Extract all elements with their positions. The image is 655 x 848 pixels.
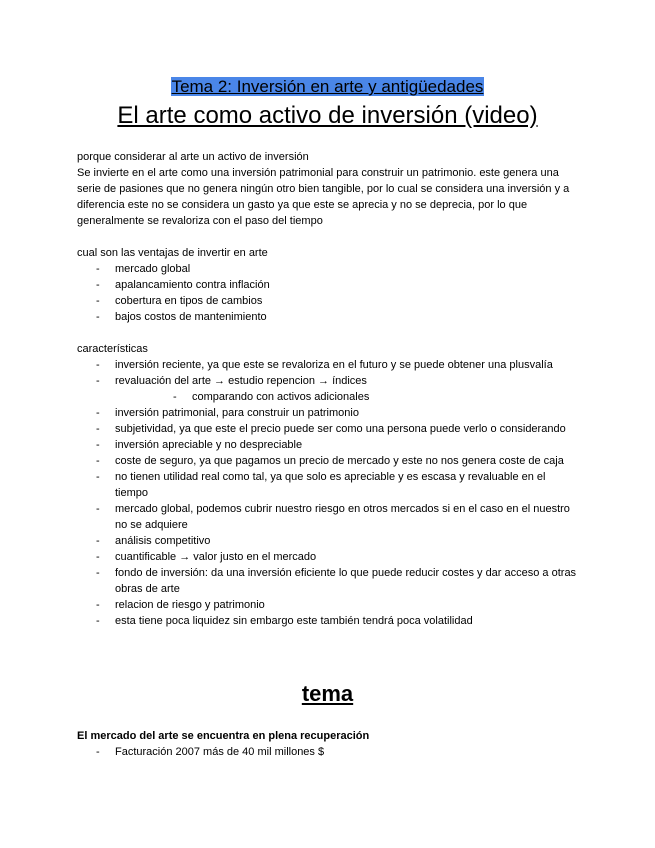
bullet-dash: - [96,359,100,371]
advantages-heading: cual son las ventajas de invertir en arte [77,247,268,259]
topic-heading-text: Tema 2: Inversión en arte y antigüedades [171,77,484,96]
list-item: - inversión apreciable y no despreciable [96,439,303,451]
list-item: - cuantificable → valor justo en el mercado [96,551,317,563]
intro-question: porque considerar al arte un activo de inversión [77,151,309,163]
bullet-dash: - [96,263,100,275]
bullet-dash: - [96,279,100,291]
list-item: - apalancamiento contra inflación [96,279,270,291]
list-item: - coste de seguro, ya que pagamos un precio de mercado y este no nos genera coste de caja [96,455,564,467]
features-heading: características [77,343,148,355]
list-item: - relacion de riesgo y patrimonio [96,599,265,611]
topic-heading [0,76,655,98]
bullet-dash: - [96,295,100,307]
bullet-dash: - [96,567,100,579]
bullet-dash: - [96,746,100,758]
bullet-dash: - [96,407,100,419]
list-item: - cobertura en tipos de cambios [96,295,263,307]
bullet-dash: - [96,455,100,467]
bullet-dash: - [96,311,100,323]
features-sublist [115,389,580,405]
list-item: - inversión patrimonial, para construir un patrimonio [96,407,359,419]
section-content [77,728,580,760]
bullet-dash: - [173,391,177,403]
page-title: El arte como activo de inversión (video) [117,102,538,129]
bullet-dash: - [96,439,100,451]
list-item: - comparando con activos adicionales [173,391,370,403]
list-item: - mercado global, podemos cubrir nuestro riesgo en otros mercados si en el caso en el nuestro no se adquiere [96,503,570,531]
section-subheading: El mercado del arte se encuentra en plena recuperación [77,730,370,742]
spacer [77,325,580,341]
features-list [77,357,580,629]
bullet-dash: - [96,615,100,627]
list-item: - revaluación del arte → estudio repencion → índices - comparando con activos adicionales [77,373,580,405]
list-item: - fondo de inversión: da una inversión eficiente lo que puede reducir costes y dar acceso a otras obras de arte [96,567,577,595]
list-item: - esta tiene poca liquidez sin embargo este también tendrá poca volatilidad [96,615,473,627]
list-item: - mercado global [96,263,191,275]
list-item: - inversión reciente, ya que este se revaloriza en el futuro y se puede obtener una plusvalía [96,359,553,371]
list-item: - subjetividad, ya que este el precio puede ser como una persona puede verlo o considerando [96,423,566,435]
advantages-list [77,261,580,325]
list-item: - Facturación 2007 más de 40 mil millones $ [96,746,325,758]
section-heading: tema [301,681,354,706]
section-list [77,744,580,760]
main-content [77,149,580,629]
list-item: - no tienen utilidad real como tal, ya que solo es apreciable y es escasa y revaluable en el tiempo [96,471,546,499]
bullet-dash: - [96,375,100,387]
list-item: - análisis competitivo [96,535,211,547]
intro-body: Se invierte en el arte como una inversión patrimonial para construir un patrimonio. este genera una serie de pasiones que no genera ningún otro bien tangible, por lo cual se considera una inversión y a diferencia este no se considera un gasto ya que este se aprecia y no se deprecia, por lo que generalmente se revaloriza con el paso del tiempo [77,167,570,227]
bullet-dash: - [96,551,100,563]
bullet-dash: - [96,503,100,515]
list-item: - bajos costos de mantenimiento [96,311,267,323]
bullet-dash: - [96,535,100,547]
spacer [77,229,580,245]
bullet-dash: - [96,471,100,483]
bullet-dash: - [96,599,100,611]
bullet-dash: - [96,423,100,435]
